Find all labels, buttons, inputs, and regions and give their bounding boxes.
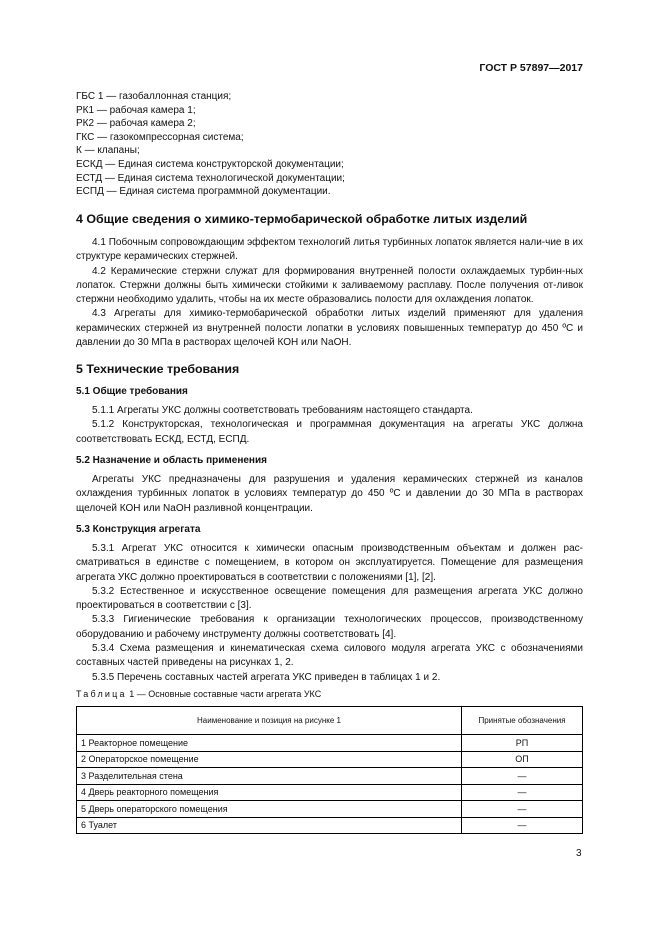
abbreviation-list xyxy=(76,90,345,199)
paragraph: 5.3.5 Перечень составных частей агрегата УКС приведен в таблицах 1 и 2. xyxy=(92,671,441,683)
table-row xyxy=(77,784,583,801)
cell-name: 5 Дверь операторского помещения xyxy=(77,801,462,818)
paragraph: 4.1 Побочным сопровождающим эффектом технологий литья турбинных лопаток является нали-чие в их структуре керамических стержней. xyxy=(76,237,583,263)
cell-designation: ОП xyxy=(462,751,583,768)
abbreviation-item: ЕСТД — Единая система технологической документации; xyxy=(76,172,345,184)
table-caption-text: 1 — Основные составные части агрегата УКС xyxy=(126,689,322,699)
cell-designation: — xyxy=(462,801,583,818)
paragraph: 5.1.1 Агрегаты УКС должны соответствовать требованиям настоящего стандарта. xyxy=(92,405,473,416)
column-header-designation: Принятые обозначения xyxy=(462,707,583,735)
table-row xyxy=(77,735,583,752)
table-row xyxy=(77,817,583,834)
paragraph: 5.3.4 Схема размещения и кинематическая схема силового модуля агрегата УКС с обозначениями составных частей приведены на рисунках 1, 2. xyxy=(76,643,583,669)
abbreviation-item: ЕСПД — Единая система программной документации. xyxy=(76,186,331,198)
column-header-name: Наименование и позиция на рисунке 1 xyxy=(77,707,462,735)
subsection-5-3-body xyxy=(76,542,583,685)
table-row xyxy=(77,751,583,768)
standard-header: ГОСТ Р 57897—2017 xyxy=(479,62,583,74)
abbreviation-item: ЕСКД — Единая система конструкторской документации; xyxy=(76,158,344,170)
components-table xyxy=(76,706,583,834)
cell-name: 2 Операторское помещение xyxy=(77,751,462,768)
subsection-5-1-body xyxy=(76,404,583,447)
cell-name: 4 Дверь реакторного помещения xyxy=(77,784,462,801)
paragraph: 4.3 Агрегаты для химико-термобарической обработки литых изделий применяют для удаления керамических стержней из внутренней полости лопатки в условиях повышенных температур до 450 ºC и давлении до 30 МПа в растворах щелочей КОН или NaOH. xyxy=(76,308,583,349)
cell-designation: — xyxy=(462,817,583,834)
abbreviation-item: К — клапаны; xyxy=(76,145,140,157)
subsection-5-2-body xyxy=(76,473,583,516)
subsection-5-3-heading: 5.3 Конструкция агрегата xyxy=(76,524,201,535)
subsection-5-2-heading: 5.2 Назначение и область применения xyxy=(76,455,267,466)
table-header-row xyxy=(77,707,583,735)
abbreviation-item: ГБС 1 — газобаллонная станция; xyxy=(76,91,232,102)
paragraph: Агрегаты УКС предназначены для разрушения и удаления керамических стержней из каналов охлаждения турбинных лопаток в условиях температур до 450 ºC и давлении до 30 МПа в растворах щелочей КОН или NaOH разливной концентрации. xyxy=(76,474,583,514)
paragraph: 5.3.2 Естественное и искусственное освещение помещения для размещения агрегата УКС должно проектироваться в соответствии с [3]. xyxy=(76,585,583,612)
table-caption-label: Таблица xyxy=(76,689,127,699)
table-row xyxy=(77,768,583,785)
table-row xyxy=(77,801,583,818)
cell-name: 1 Реакторное помещение xyxy=(77,735,462,752)
table-caption xyxy=(76,689,321,699)
cell-designation: — xyxy=(462,768,583,785)
section-5-heading: 5 Технические требования xyxy=(76,362,240,376)
cell-name: 3 Разделительная стена xyxy=(77,768,462,785)
paragraph: 5.3.3 Гигиенические требования к организации технологических процессов, производственному оборудованию и рабочему инструменту должны соответствовать [4]. xyxy=(76,614,583,640)
cell-name: 6 Туалет xyxy=(77,817,462,834)
section-4-body xyxy=(76,236,583,350)
subsection-5-1-heading: 5.1 Общие требования xyxy=(76,386,188,397)
paragraph: 4.2 Керамические стержни служат для формирования внутренней полости охлаждаемых турбин-ных лопаток. Стержни должны быть химически стойкими к заливаемому расплаву. После получения от-ливок стержни необходимо удалить, чтобы на их месте образовались полости для охлаждения лопаток. xyxy=(76,265,583,306)
cell-designation: — xyxy=(462,784,583,801)
page-number: 3 xyxy=(576,848,582,859)
section-4-heading: 4 Общие сведения о химико-термобарической обработке литых изделий xyxy=(76,212,528,226)
paragraph: 5.3.1 Агрегат УКС относится к химически опасным производственным объектам и должен рас-сматриваться в единстве с помещением, в котором он эксплуатируется. Помещение для размещения агрегата УКС должно проектироваться в соответствии с положениями [1], [2]. xyxy=(76,543,583,583)
abbreviation-item: РК2 — рабочая камера 2; xyxy=(76,118,196,130)
abbreviation-item: РК1 — рабочая камера 1; xyxy=(76,104,196,116)
cell-designation: РП xyxy=(462,735,583,752)
paragraph: 5.1.2 Конструкторская, технологическая и программная документация на агрегаты УКС должна соответствовать ЕСКД, ЕСТД, ЕСПД. xyxy=(76,419,583,445)
abbreviation-item: ГКС — газокомпрессорная система; xyxy=(76,131,244,143)
